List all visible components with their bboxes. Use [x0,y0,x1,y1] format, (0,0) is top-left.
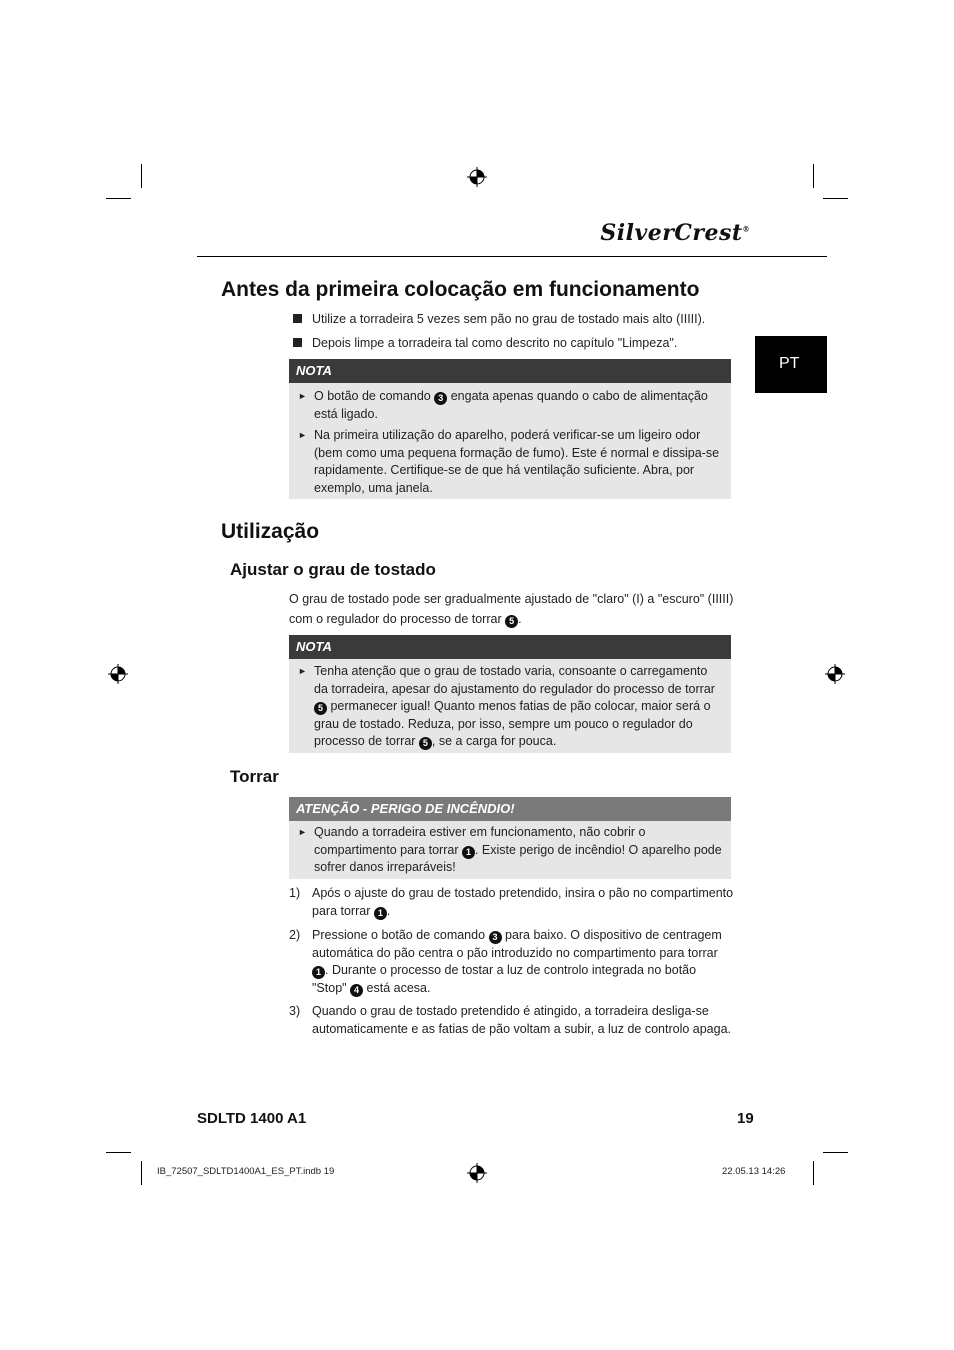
note-label: NOTA [289,635,731,659]
model-number: SDLTD 1400 A1 [197,1110,307,1127]
crop-mark [823,1152,848,1153]
note-label: NOTA [289,359,731,383]
language-tab: PT [755,336,827,393]
number-1-icon: 1 [462,846,475,859]
paragraph: O grau de tostado pode ser gradualmente ajustado de "claro" (I) a "escuro" (IIIII) com o regulador do processo de torrar 5 . [289,592,734,626]
number-5-icon: 5 [314,702,327,715]
registration-mark-icon [467,167,487,187]
number-1-icon: 1 [312,966,325,979]
square-bullet-icon [293,338,302,347]
warning-item: ► Quando a torradeira estiver em funcionamento, não cobrir o compartimento para torrar 1 . Existe perigo de incêndio! O aparelho pode sofrer danos irreparáveis! [298,825,722,874]
arrow-bullet-icon: ► [298,391,307,401]
crop-mark [106,198,131,199]
square-bullet-icon [293,314,302,323]
crop-mark [141,1161,142,1185]
list-item: Utilize a torradeira 5 vezes sem pão no grau de tostado mais alto (IIIII). [293,311,733,329]
print-slug-file: IB_72507_SDLTD1400A1_ES_PT.indb 19 [157,1166,335,1177]
registration-mark-icon [108,664,128,684]
print-slug-date: 22.05.13 14:26 [722,1166,786,1177]
subsection-title-toast-level: Ajustar o grau de tostado [230,560,436,579]
number-3-icon: 3 [489,931,502,944]
registration-mark-icon [467,1163,487,1183]
note-box [289,359,731,499]
crop-mark [813,164,814,188]
arrow-bullet-icon: ► [298,666,307,676]
number-3-icon: 3 [434,392,447,405]
note-item: ► Na primeira utilização do aparelho, poderá verificar-se um ligeiro odor (bem como uma pequena formação de fumo). Este é normal e dissipa-se rapidamente. Certifique-se de que há ventilação suficiente. Abra, por exemplo, uma janela. [298,428,720,495]
arrow-bullet-icon: ► [298,430,307,440]
number-5-icon: 5 [505,615,518,628]
crop-mark [823,198,848,199]
warning-label: ATENÇÃO - PERIGO DE INCÊNDIO! [289,797,731,821]
crop-mark [106,1152,131,1153]
brand-logo: SilverCrest® [600,220,750,246]
page-number: 19 [737,1110,754,1127]
number-4-icon: 4 [350,984,363,997]
note-item: ► Tenha atenção que o grau de tostado varia, consoante o carregamento da torradeira, apesar do ajustamento do regulador do processo de torrar 5 permanecer igual! Quanto menos fatias de pão colocar, maior será o grau de tostado. Reduza, por isso, sempre um pouco o regulador do processo de torrar 5 , se a carga for pouca. [298,664,715,748]
arrow-bullet-icon: ► [298,827,307,837]
crop-mark [141,164,142,188]
header-rule [197,256,827,257]
note-box [289,635,731,753]
number-1-icon: 1 [374,907,387,920]
registration-mark-icon [825,664,845,684]
subsection-title-toasting: Torrar [230,767,279,786]
section-title-first-use: Antes da primeira colocação em funcionamento [221,278,700,301]
number-5-icon: 5 [419,737,432,750]
crop-mark [813,1161,814,1185]
section-title-usage: Utilização [221,520,320,543]
note-item: ► O botão de comando 3 engata apenas quando o cabo de alimentação está ligado. [298,389,708,421]
warning-box [289,797,731,879]
list-item: Depois limpe a torradeira tal como descrito no capítulo "Limpeza". [293,335,733,353]
